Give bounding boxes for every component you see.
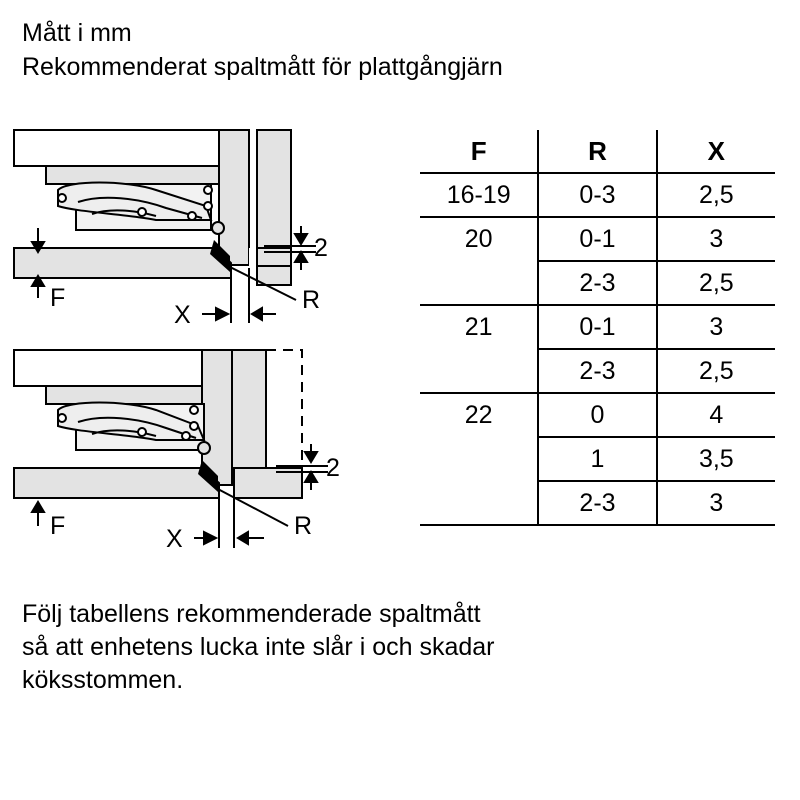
cell-r: 2-3: [538, 349, 656, 393]
cell-f: [420, 349, 538, 393]
cell-r: 0-1: [538, 305, 656, 349]
dimension-table: [420, 130, 775, 526]
cell-x: 3: [657, 305, 775, 349]
cell-f: 21: [420, 305, 538, 349]
instruction-line-1: Följ tabellens rekommenderade spaltmått: [22, 600, 481, 628]
cell-x: 2,5: [657, 173, 775, 217]
hinge-diagram-top: [6, 128, 396, 343]
cell-f: [420, 437, 538, 481]
cell-r: 0-1: [538, 217, 656, 261]
table-row: [420, 173, 775, 217]
cell-f: 16-19: [420, 173, 538, 217]
cell-r: 0: [538, 393, 656, 437]
instruction-line-2: så att enhetens lucka inte slår i och skadar: [22, 633, 495, 661]
table-row: [420, 437, 775, 481]
label-gap-bottom: 2: [326, 454, 340, 482]
label-x-top: X: [174, 301, 191, 329]
table-row: [420, 393, 775, 437]
label-f-top: F: [50, 284, 66, 312]
cell-x: 2,5: [657, 261, 775, 305]
cell-f: 20: [420, 217, 538, 261]
cell-r: 0-3: [538, 173, 656, 217]
cell-r: 2-3: [538, 481, 656, 525]
table-row: [420, 349, 775, 393]
cell-x: 3: [657, 217, 775, 261]
label-r-bottom: R: [294, 512, 313, 540]
cell-f: [420, 261, 538, 305]
table-header-x: X: [657, 130, 775, 173]
table-row: [420, 217, 775, 261]
dimension-table-wrap: [420, 130, 775, 526]
label-gap-top: 2: [314, 234, 328, 262]
page-title: [22, 16, 782, 84]
table-row: [420, 305, 775, 349]
cell-x: 2,5: [657, 349, 775, 393]
cell-r: 1: [538, 437, 656, 481]
cell-x: 4: [657, 393, 775, 437]
cell-x: 3,5: [657, 437, 775, 481]
cell-x: 3: [657, 481, 775, 525]
label-r-top: R: [302, 286, 321, 314]
table-row: [420, 481, 775, 525]
heading-line-1: Mått i mm: [22, 19, 132, 47]
table-row: [420, 261, 775, 305]
hinge-diagram-bottom: [6, 348, 396, 563]
cell-f: [420, 481, 538, 525]
cell-r: 2-3: [538, 261, 656, 305]
label-x-bottom: X: [166, 525, 183, 553]
instruction-text: [22, 598, 762, 697]
table-header-row: [420, 130, 775, 173]
cell-f: 22: [420, 393, 538, 437]
table-header-f: F: [420, 130, 538, 173]
heading-line-2: Rekommenderat spaltmått för plattgångjärn: [22, 53, 503, 81]
label-f-bottom: F: [50, 512, 66, 540]
table-header-r: R: [538, 130, 656, 173]
instruction-line-3: köksstommen.: [22, 666, 184, 694]
